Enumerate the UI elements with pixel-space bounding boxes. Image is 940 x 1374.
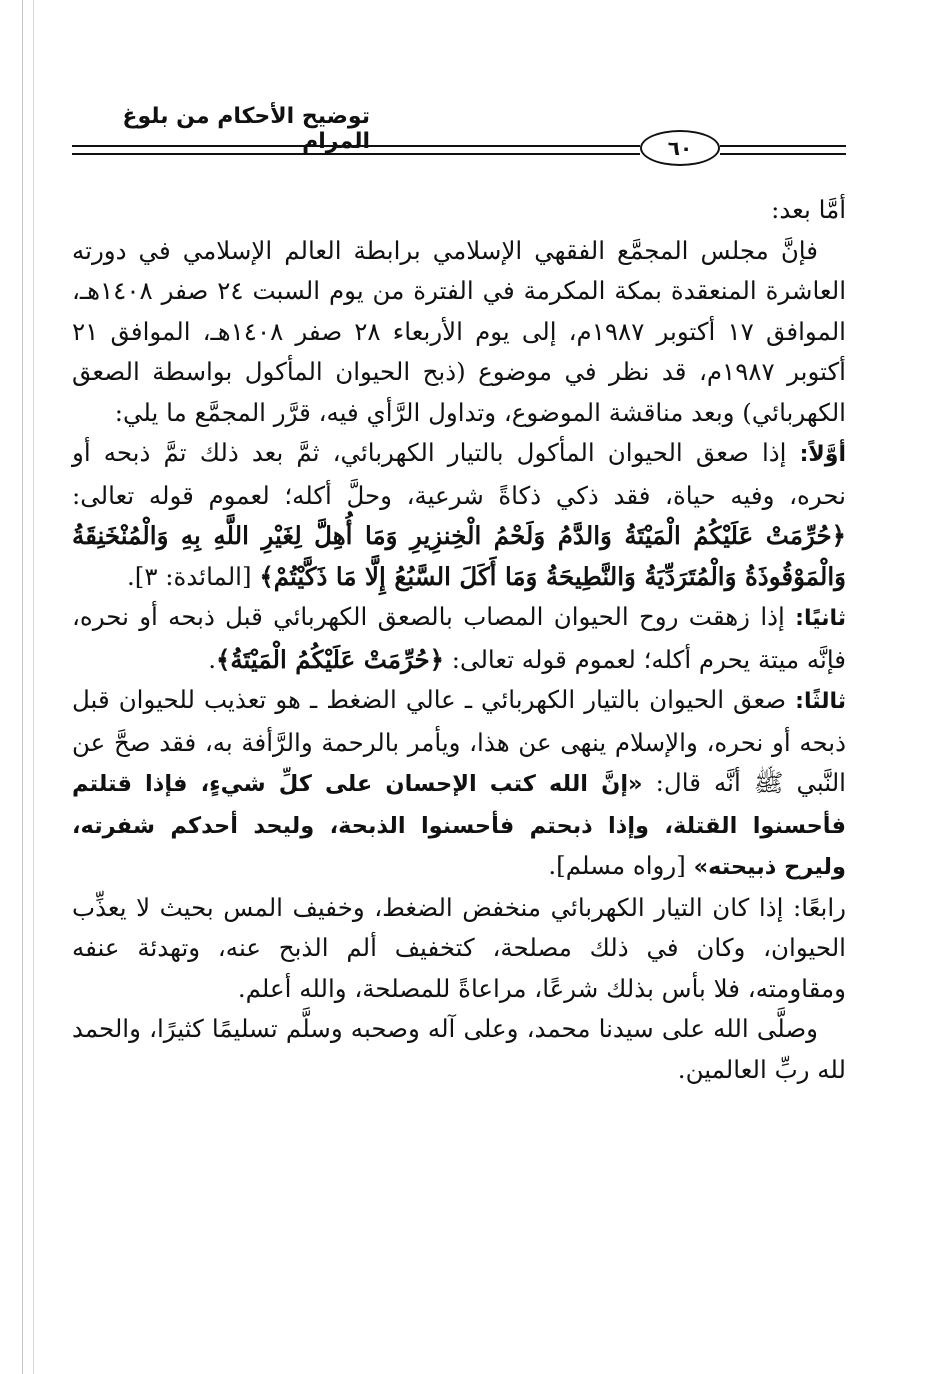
third-text: صعق الحيوان بالتيار الكهربائي ـ عالي الضغط ـ هو تعذيب للحيوان قبل ذبحه أو نحره، والإسلام ينهى عن هذا، ويأمر بالرحمة والرَّأفة به، فقد صحَّ عن النَّبي ﷺ أنَّه قال: — [72, 685, 846, 797]
intro-paragraph: فإنَّ مجلس المجمَّع الفقهي الإسلامي برابطة العالم الإسلامي في دورته العاشرة المنعقدة بمكة المكرمة في الفترة من يوم السبت ٢٤ صفر ١٤٠٨هـ، الموافق ١٧ أكتوبر ١٩٨٧م، إلى يوم الأربعاء ٢٨ صفر ١٤٠٨هـ، الموافق ٢١ أكتوبر ١٩٨٧م، قد نظر في موضوع (ذبح الحيوان المأكول بواسطة الصعق الكهربائي) وبعد مناقشة الموضوع، وتداول الرَّأي فيه، قرَّر المجمَّع ما يلي: — [72, 235, 847, 427]
second-end: . — [208, 644, 217, 674]
fourth-text: إذا كان التيار الكهربائي منخفض الضغط، وخفيف المس بحيث لا يعذِّب الحيوان، وكان في ذلك مصلحة، كتخفيف ألم الذبح عنه، وتهدئة عنفه ومقاومته، فلا بأس بذلك شرعًا، مراعاةً للمصلحة، والله أعلم. — [72, 892, 846, 1003]
fourth-label: رابعًا: — [793, 892, 847, 922]
first-text: إذا صعق الحيوان المأكول بالتيار الكهربائي، ثمَّ بعد ذلك تمَّ ذبحه أو نحره، وفيه حياة، فقد ذكي ذكاةً شرعية، وحلَّ أكله؛ لعموم قوله تعالى: — [72, 438, 846, 510]
first-resolution — [72, 433, 846, 597]
header-rule-right — [720, 145, 846, 155]
first-verse: ﴿حُرِّمَتْ عَلَيْكُمُ الْمَيْتَةُ وَالدَّمُ وَلَحْمُ الْخِنزِيرِ وَمَا أُهِلَّ لِغَيْرِ اللَّهِ بِهِ وَالْمُنْخَنِقَةُ وَالْمَوْقُوذَةُ وَالْمُتَرَدِّيَةُ وَالنَّطِيحَةُ وَمَا أَكَلَ السَّبُعُ إِلَّا مَا ذَكَّيْتُمْ﴾ — [72, 521, 846, 591]
page-content — [72, 190, 846, 1350]
third-label: ثالثًا: — [795, 689, 846, 714]
first-label: أوَّلاً: — [799, 442, 846, 467]
second-resolution — [72, 597, 846, 680]
opening-line: أمَّا بعد: — [771, 195, 846, 224]
page-binding-edge — [22, 0, 34, 1374]
third-resolution — [72, 680, 846, 888]
book-title: توضيح الأحكام من بلوغ المرام — [122, 104, 370, 154]
fourth-resolution — [72, 888, 846, 1010]
header-rule-left — [72, 145, 640, 155]
third-reference: [رواه مسلم]. — [548, 851, 686, 880]
second-verse: ﴿حُرِّمَتْ عَلَيْكُمُ الْمَيْتَةُ﴾ — [216, 644, 444, 674]
third-hadith: «إنَّ الله كتب الإحسان على كلِّ شيءٍ، فإذا قتلتم فأحسنوا القتلة، وإذا ذبحتم فأحسنوا الذبحة، وليحد أحدكم شفرته، وليرح ذبيحته» — [72, 771, 846, 880]
second-text: إذا زهقت روح الحيوان المصاب بالصعق الكهربائي قبل ذبحه أو نحره، فإنَّه ميتة يحرم أكله؛ لعموم قوله تعالى: — [72, 602, 846, 674]
first-reference: [المائدة: ٣]. — [126, 561, 252, 591]
second-label: ثانيًا: — [795, 606, 846, 631]
closing-paragraph: وصلَّى الله على سيدنا محمد، وعلى آله وصحبه وسلَّم تسليمًا كثيرًا، والحمد لله ربِّ العالمين. — [72, 1014, 846, 1084]
page-number: ٦٠ — [640, 130, 720, 166]
